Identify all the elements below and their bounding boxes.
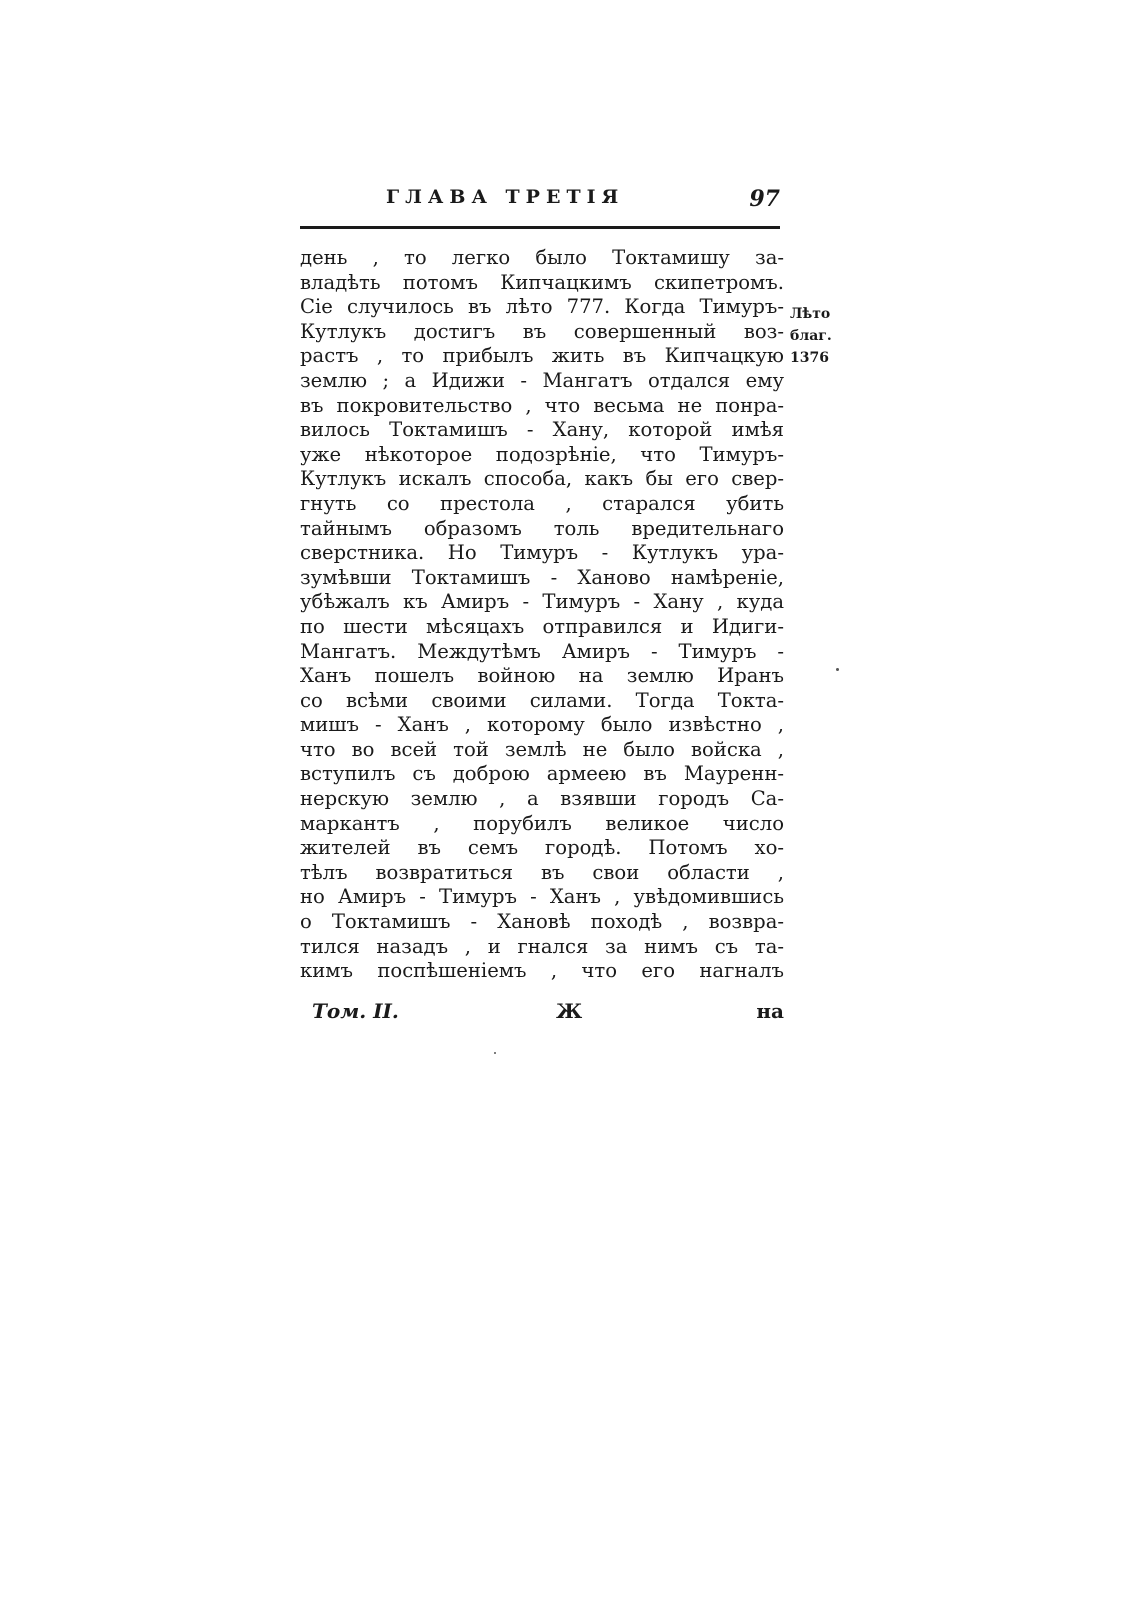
paper-speck [836, 668, 839, 671]
paper-speck [494, 1052, 496, 1054]
text-line: со всѣми своими силами. Тогда Токта- [300, 688, 784, 712]
margin-note-line: Лѣто [790, 306, 831, 322]
header-rule [300, 226, 780, 229]
text-line: кимъ поспѣшеніемъ , что его нагналъ [300, 959, 784, 983]
text-line: нерскую землю , а взявши городъ Са- [300, 787, 784, 811]
text-line: вилось Токтамишъ - Хану, которой имѣя [300, 418, 784, 442]
page-number: 97 [749, 186, 780, 212]
text-line: гнуть со престола , старался убить [300, 491, 784, 515]
margin-note-line: благ. [790, 328, 832, 344]
text-line: но Амиръ - Тимуръ - Ханъ , увѣдомившись [300, 885, 784, 909]
text-line: убѣжалъ къ Амиръ - Тимуръ - Хану , куда [300, 590, 784, 614]
text-line: Сіе случилось въ лѣто 777. Когда Тимуръ- [300, 295, 784, 319]
text-line: въ покровительство , что весьма не понра- [300, 393, 784, 417]
text-line: владѣть потомъ Кипчацкимъ скипетромъ. [300, 270, 784, 294]
text-line: Кутлукъ достигъ въ совершенный воз- [300, 319, 784, 343]
text-line: уже нѣкоторое подозрѣніе, что Тимуръ- [300, 442, 784, 466]
text-line: о Токтамишъ - Хановѣ походѣ , возвра- [300, 910, 784, 934]
page-footer [312, 999, 784, 1027]
text-line: маркантъ , порубилъ великое число [300, 811, 784, 835]
text-line: вступилъ съ доброю армеею въ Мауренн- [300, 762, 784, 786]
signature-mark: Ж [556, 999, 583, 1023]
text-line: тился назадъ , и гнался за нимъ съ та- [300, 934, 784, 958]
catchword: на [756, 999, 784, 1023]
text-line: Мангатъ. Междутѣмъ Амиръ - Тимуръ - [300, 639, 784, 663]
body-text [300, 246, 784, 984]
running-head [300, 186, 780, 216]
text-line: жителей въ семъ городѣ. Потомъ хо- [300, 836, 784, 860]
text-line: зумѣвши Токтамишъ - Ханово намѣреніе, [300, 565, 784, 589]
text-line: тайнымъ образомъ толь вредительнаго [300, 516, 784, 540]
text-line: день , то легко было Токтамишу за- [300, 246, 784, 269]
margin-note-year [790, 303, 850, 369]
text-line: растъ , то прибылъ жить въ Кипчацкую [300, 344, 784, 368]
text-line: Кутлукъ искалъ способа, какъ бы его свер- [300, 467, 784, 491]
chapter-title: ГЛАВА ТРЕТІЯ [386, 186, 625, 208]
text-line: мишъ - Ханъ , которому было извѣстно , [300, 713, 784, 737]
text-line: Ханъ пошелъ войною на землю Иранъ [300, 664, 784, 688]
text-line: по шести мѣсяцахъ отправился и Идиги- [300, 614, 784, 638]
text-line: что во всей той землѣ не было войска , [300, 737, 784, 761]
volume-mark: Том. II. [312, 999, 399, 1023]
text-line: сверстника. Но Тимуръ - Кутлукъ ура- [300, 541, 784, 565]
text-line: землю ; а Идижи - Мангатъ отдался ему [300, 368, 784, 392]
margin-note-line: 1376 [790, 350, 829, 366]
text-line: тѣлъ возвратиться въ свои области , [300, 860, 784, 884]
